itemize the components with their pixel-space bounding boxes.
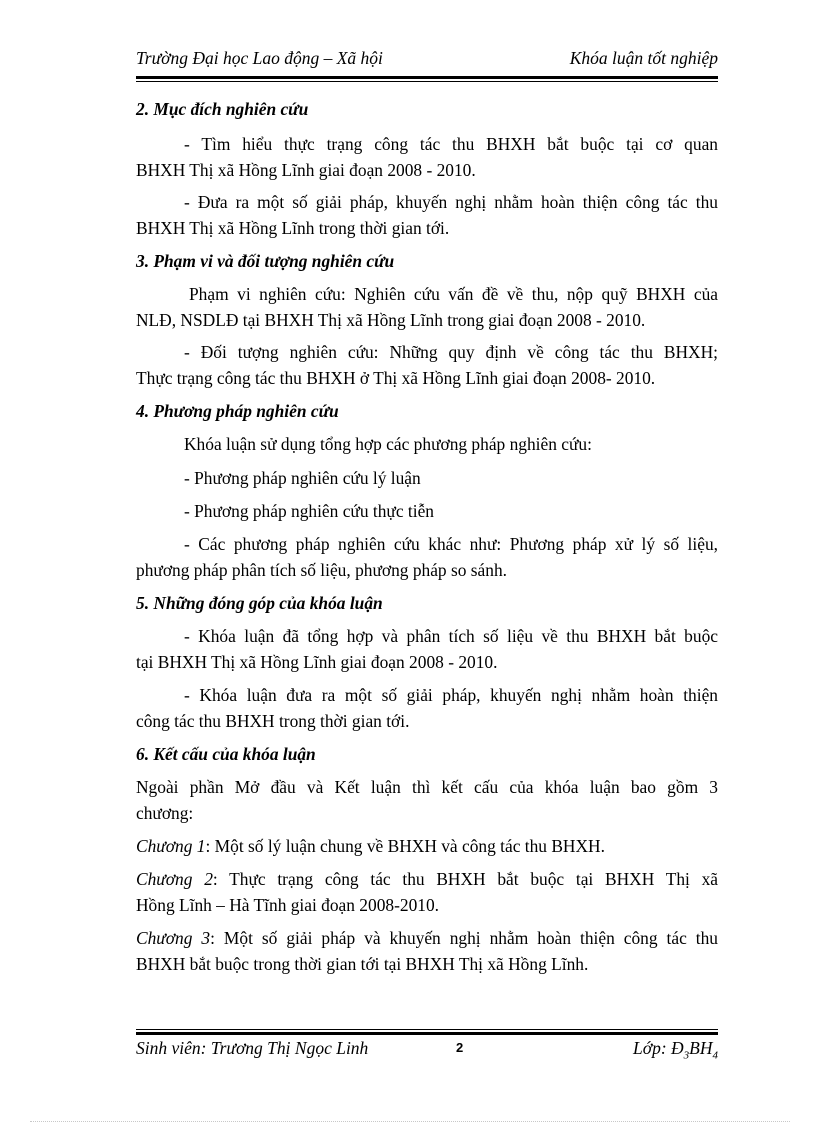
paragraph-line: chương: (136, 803, 194, 823)
chapter-label: Chương 3 (136, 928, 211, 948)
paragraph-line: - Các phương pháp nghiên cứu khác như: Phương pháp xử lý số liệu, (184, 534, 718, 554)
chapter-3-line (136, 928, 718, 949)
footer-student: Sinh viên: Trương Thị Ngọc Linh (136, 1038, 369, 1058)
header-school: Trường Đại học Lao động – Xã hội (136, 48, 383, 68)
page-bottom-dotted-rule (30, 1121, 790, 1122)
chapter-text: : Thực trạng công tác thu BHXH bắt buộc tại BHXH Thị xã (212, 869, 718, 889)
footer-class: Lớp: $Đ_3BH_4$ (633, 1038, 718, 1062)
paragraph-line: - Khóa luận đưa ra một số giải pháp, khuyến nghị nhằm hoàn thiện (184, 685, 718, 705)
header-rule-thick (136, 76, 718, 79)
page-footer (136, 1038, 718, 1062)
page-number: 2 (456, 1040, 464, 1055)
paragraph-line: BHXH Thị xã Hồng Lĩnh giai đoạn 2008 - 2010. (136, 160, 476, 180)
section-heading: 2. Mục đích nghiên cứu (136, 99, 309, 119)
chapter-text: : Một số lý luận chung về BHXH và công tác thu BHXH. (205, 836, 605, 856)
section-heading: 5. Những đóng góp của khóa luận (136, 593, 383, 613)
paragraph-line: - Tìm hiểu thực trạng công tác thu BHXH bắt buộc tại cơ quan (184, 134, 718, 154)
chapter-label: Chương 2 (136, 869, 213, 889)
paragraph-line: - Khóa luận đã tổng hợp và phân tích số liệu về thu BHXH bắt buộc (184, 626, 718, 646)
paragraph-line: - Phương pháp nghiên cứu lý luận (184, 468, 421, 488)
header-doc-type: Khóa luận tốt nghiệp (569, 48, 718, 68)
section-heading: 3. Phạm vi và đối tượng nghiên cứu (136, 251, 395, 271)
paragraph-line: - Phương pháp nghiên cứu thực tiễn (184, 501, 434, 521)
paragraph-line: Phạm vi nghiên cứu: Nghiên cứu vấn đề về thu, nộp quỹ BHXH của (189, 284, 718, 304)
chapter-text: : Một số giải pháp và khuyến nghị nhằm hoàn thiện công tác thu (210, 928, 718, 948)
paragraph-line: Hồng Lĩnh – Hà Tĩnh giai đoạn 2008-2010. (136, 895, 440, 915)
paragraph-line: NLĐ, NSDLĐ tại BHXH Thị xã Hồng Lĩnh trong giai đoạn 2008 - 2010. (136, 310, 646, 330)
footer-rule-thick (136, 1032, 718, 1035)
page-header (136, 48, 718, 74)
paragraph-line: Ngoài phần Mở đầu và Kết luận thì kết cấu của khóa luận bao gồm 3 (136, 777, 718, 797)
paragraph-line: - Đối tượng nghiên cứu: Những quy định về công tác thu BHXH; (184, 342, 718, 362)
paragraph-line: phương pháp phân tích số liệu, phương pháp so sánh. (136, 560, 508, 580)
paragraph-line: BHXH bắt buộc trong thời gian tới tại BHXH Thị xã Hồng Lĩnh. (136, 954, 589, 974)
header-rule-thin (136, 81, 718, 82)
chapter-2-line (136, 869, 718, 890)
paragraph-line: Thực trạng công tác thu BHXH ở Thị xã Hồng Lĩnh giai đoạn 2008- 2010. (136, 368, 656, 388)
section-heading: 4. Phương pháp nghiên cứu (136, 401, 339, 421)
paragraph-line: công tác thu BHXH trong thời gian tới. (136, 711, 410, 731)
chapter-1-line (136, 836, 605, 857)
chapter-label: Chương 1 (136, 836, 206, 856)
paragraph-line: BHXH Thị xã Hồng Lĩnh trong thời gian tới. (136, 218, 450, 238)
paragraph-line: Khóa luận sử dụng tổng hợp các phương pháp nghiên cứu: (184, 434, 592, 454)
paragraph-line: - Đưa ra một số giải pháp, khuyến nghị nhằm hoàn thiện công tác thu (184, 192, 718, 212)
footer-rule-thin (136, 1029, 718, 1030)
section-heading: 6. Kết cấu của khóa luận (136, 744, 316, 764)
paragraph-line: tại BHXH Thị xã Hồng Lĩnh giai đoạn 2008 - 2010. (136, 652, 498, 672)
